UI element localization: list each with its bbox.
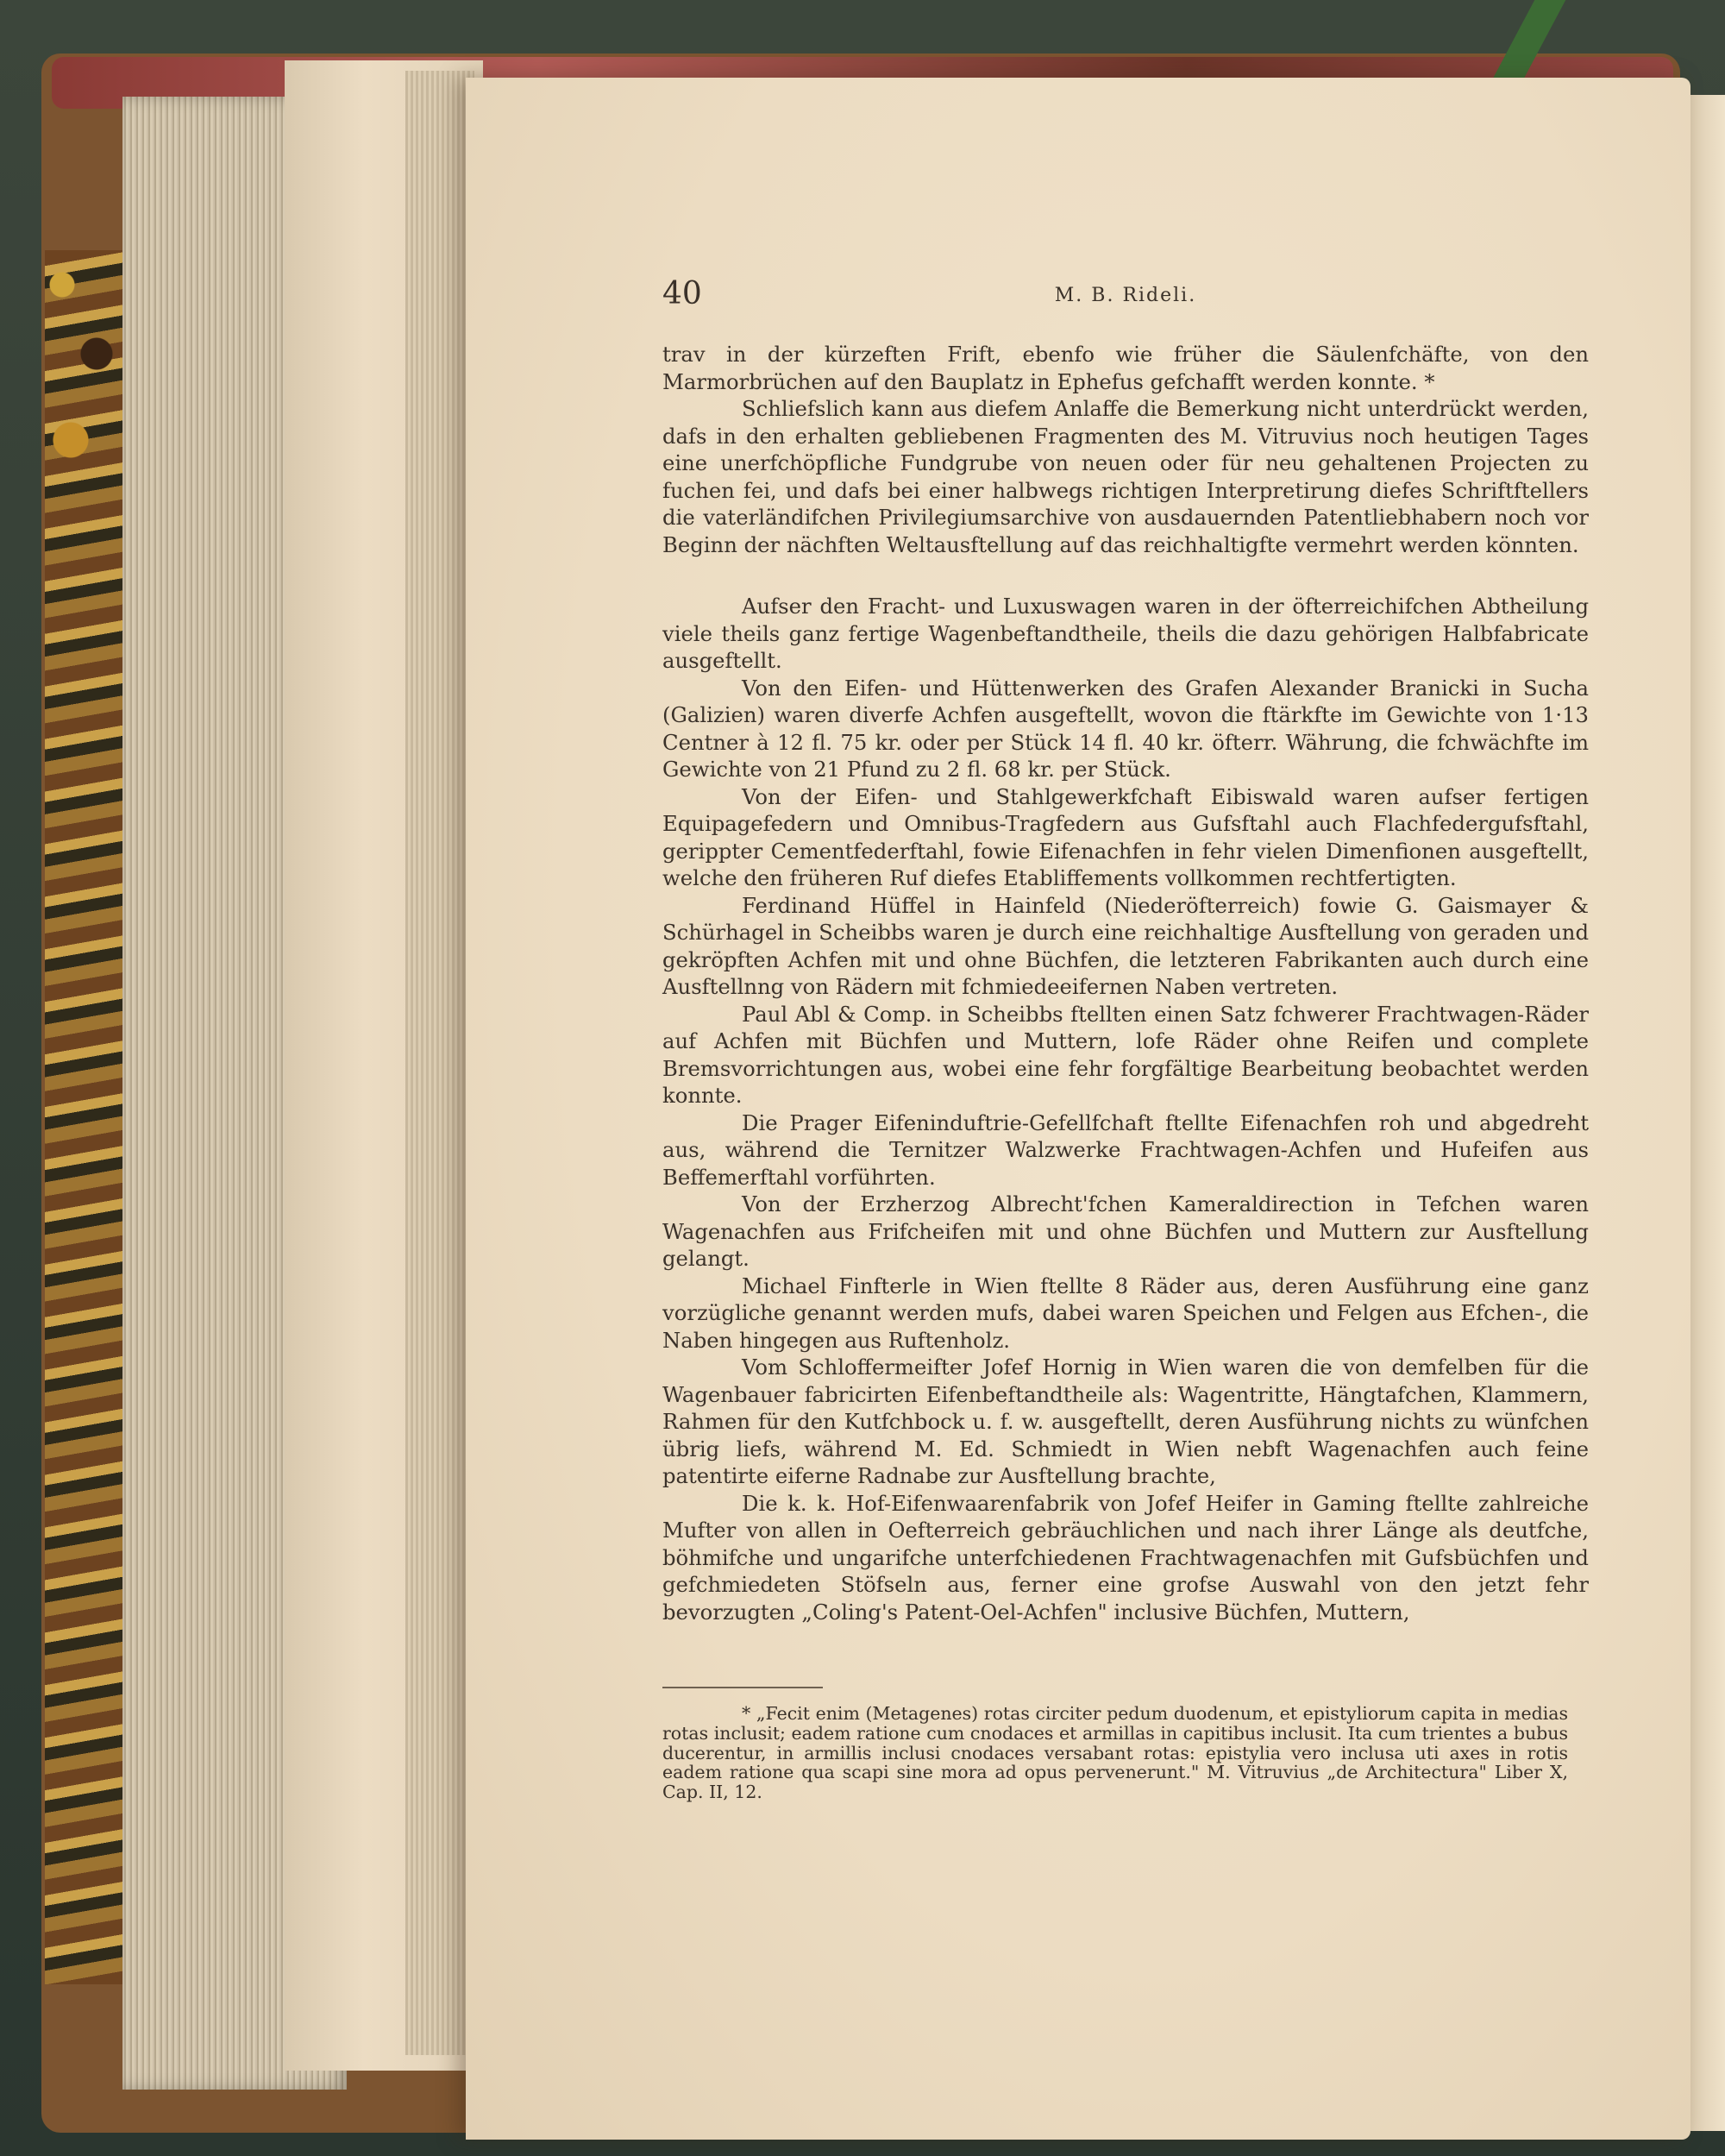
leaf-edge (405, 71, 474, 2055)
paragraph: Von der Eifen- und Stahlgewerkfchaft Eibiswald waren aufser fertigen Equipagefedern und Omnibus-Tragfedern aus Gufsftahl auch Flachfedergufsftahl, gerippter Cementfederftahl, fowie Eifenachfen in fehr vielen Dimenfionen ausgeftellt, welche den früheren Ruf diefes Etabliffements vollkommen rechtfertigten. (662, 783, 1589, 890)
running-head: M. B. Rideli. (1054, 285, 1197, 306)
paragraph: trav in der kürzeften Frift, ebenfo wie früher die Säulenfchäfte, von den Marmorbrüchen auf den Bauplatz in Ephefus gefchafft werden konnte. * (662, 342, 1589, 394)
paragraph: Paul Abl & Comp. in Scheibbs ftellten einen Satz fchwerer Frachtwagen-Räder auf Achfen mit Büchfen und Muttern, lofe Räder ohne Reifen und complete Bremsvorrichtungen aus, wobei eine fehr forgfältige Bearbeitung beobachtet werden konnte. (662, 1001, 1589, 1108)
page-number: 40 (662, 276, 702, 311)
paragraph: Ferdinand Hüffel in Hainfeld (Niederöfterreich) fowie G. Gaismayer & Schürhagel in Scheibbs waren je durch eine reichhaltige Ausftellung von geraden und gekröpften Achfen mit und ohne Büchfen, die letzteren Fabrikanten auch durch eine Ausftellnng von Rädern mit fchmiedeeifernen Naben vertreten. (662, 892, 1589, 999)
footnote (662, 1704, 1568, 1802)
paragraph: Von den Eifen- und Hüttenwerken des Grafen Alexander Branicki in Sucha (Galizien) waren diverfe Achfen ausgeftellt, wovon die ftärkfte im Gewichte von 1·13 Centner à 12 fl. 75 kr. oder per Stück 14 fl. 40 kr. öfterr. Währung, die fchwächfte im Gewichte von 21 Pfund zu 2 fl. 68 kr. per Stück. (662, 675, 1589, 782)
footnote-rule (662, 1687, 823, 1688)
paragraph: Die Prager Eifeninduftrie-Gefellfchaft ftellte Eifenachfen roh und abgedreht aus, während die Ternitzer Walzwerke Frachtwagen-Achfen und Hufeifen aus Beffemerftahl vorführten. (662, 1109, 1589, 1190)
paragraph: Schliefslich kann aus diefem Anlaffe die Bemerkung nicht unterdrückt werden, dafs in den erhalten gebliebenen Fragmenten des M. Vitruvius noch heutigen Tages eine unerfchöpfliche Fundgrube von neuen oder für neu gehaltenen Projecten zu fuchen fei, und dafs bei einer halbwegs richtigen Interpretirung diefes Schriftftellers die vaterländifchen Privilegiumsarchive von ausdauernden Patentliebhabern noch vor Beginn der nächften Weltausftellung auf das reichhaltigfte vermehrt werden könnten. (662, 396, 1589, 557)
paragraph: Von der Erzherzog Albrecht'fchen Kameraldirection in Tefchen waren Wagenachfen aus Frifcheifen mit und ohne Büchfen und Muttern zur Ausftellung gelangt. (662, 1191, 1589, 1271)
paragraph: Vom Schloffermeifter Jofef Hornig in Wien waren die von demfelben für die Wagenbauer fabricirten Eifenbeftandtheile als: Wagentritte, Hängtafchen, Klammern, Rahmen für den Kutfchbock u. f. w. ausgeftellt, deren Ausführung nichts zu wünfchen übrig liefs, während M. Ed. Schmiedt in Wien nebft Wagenachfen auch feine patentirte eiferne Radnabe zur Ausftellung brachte, (662, 1355, 1589, 1488)
body-text (662, 341, 1589, 1625)
paragraph: Aufser den Fracht- und Luxuswagen waren in der öfterreichifchen Abtheilung viele theils ganz fertige Wagenbeftandtheile, theils die dazu gehörigen Halbfabricate ausgeftellt. (662, 594, 1589, 673)
paragraph: Die k. k. Hof-Eifenwaarenfabrik von Jofef Heifer in Gaming ftellte zahlreiche Mufter von allen in Oefterreich gebräuchlichen und nach ihrer Länge als deutfche, böhmifche und ungarifche unterfchiedenen Frachtwagenachfen mit Gufsbüchfen und gefchmiedeten Stöfseln aus, ferner eine grofse Auswahl von den jetzt fehr bevorzugten „Coling's Patent-Oel-Achfen" inclusive Büchfen, Muttern, (662, 1490, 1589, 1625)
paragraph: Michael Finfterle in Wien ftellte 8 Räder aus, deren Ausführung eine ganz vorzügliche genannt werden mufs, dabei waren Speichen und Felgen aus Efchen-, die Naben hingegen aus Ruftenholz. (662, 1273, 1589, 1353)
footnote-text: * „Fecit enim (Metagenes) rotas circiter pedum duodenum, et epistyliorum capita in medias rotas inclusit; eadem ratione cum cnodaces et armillas in capitibus inclusit. Ita cum trientes a bubus ducerentur, in armillis inclusi cnodaces versabant rotas: epistylia vero inclusa uti axes in rotis eadem ratione qua scapi sine mora ad opus pervenerunt." M. Vitruvius „de Architectura" Liber X, Cap. II, 12. (662, 1703, 1568, 1803)
